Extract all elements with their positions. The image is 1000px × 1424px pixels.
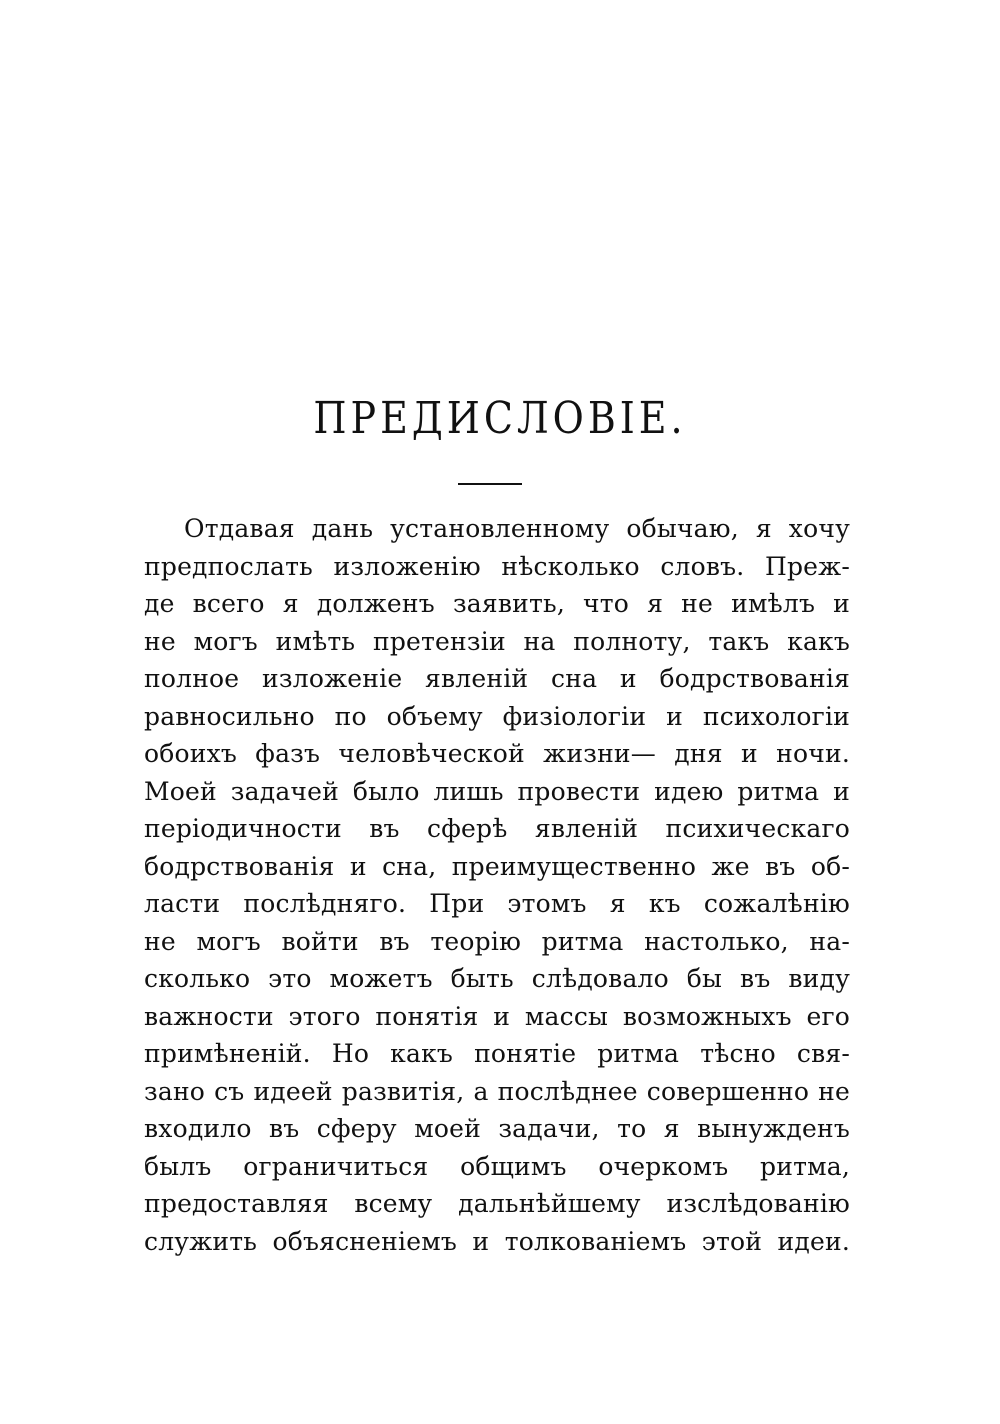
text-line: полное изложеніе явленій сна и бодрствованія (144, 664, 850, 693)
text-line: служить объясненіемъ и толкованіемъ этой идеи. (144, 1226, 850, 1256)
text-line: Моей задачей было лишь провести идею ритма и (144, 776, 850, 806)
text-line: не могъ имѣть претензіи на полноту, такъ какъ (144, 626, 850, 656)
text-line: былъ ограничиться общимъ очеркомъ ритма, (144, 1151, 850, 1181)
text-line: Отдавая дань установленному обычаю, я хочу (184, 514, 850, 543)
text-line: предоставляя всему дальнѣйшему изслѣдованію (144, 1189, 850, 1218)
text-line: бодрствованія и сна, преимущественно же въ об- (144, 851, 850, 881)
page-title: ПРЕДИСЛОВІЕ. (313, 392, 687, 444)
text-line: ласти послѣдняго. При этомъ я къ сожалѣнію (144, 889, 850, 918)
preface-text (144, 510, 850, 1260)
text-line: зано съ идеей развитія, а послѣднее совершенно не (144, 1076, 850, 1106)
text-line: важности этого понятія и массы возможныхъ его (144, 1001, 850, 1031)
text-line: равносильно по объему физіологіи и психологіи (144, 701, 850, 731)
text-line: примѣненій. Но какъ понятіе ритма тѣсно свя- (144, 1039, 850, 1068)
text-line: входило въ сферу моей задачи, то я вынужденъ (144, 1114, 850, 1143)
text-line: періодичности въ сферѣ явленій психическаго (144, 814, 850, 843)
text-line: сколько это можетъ быть слѣдовало бы въ виду (144, 964, 850, 993)
text-line: обоихъ фазъ человѣческой жизни— дня и ночи. (144, 739, 850, 768)
text-line: де всего я долженъ заявить, что я не имѣлъ и (144, 589, 850, 618)
title-divider (458, 483, 522, 485)
text-line: не могъ войти въ теорію ритма настолько, на- (144, 926, 850, 956)
text-line: предпослать изложенію нѣсколько словъ. Преж- (144, 551, 850, 581)
